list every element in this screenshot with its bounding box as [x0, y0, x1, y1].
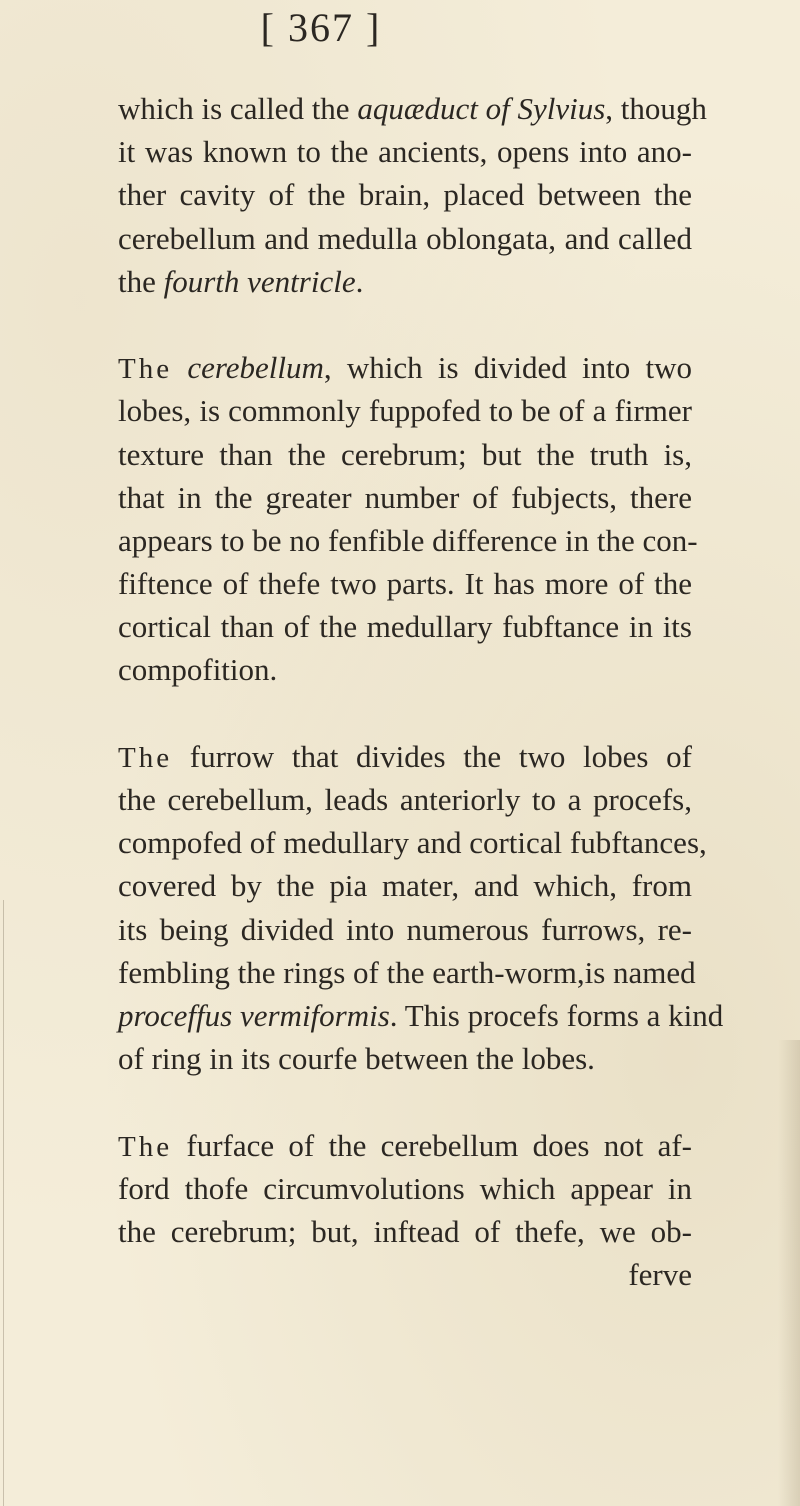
- text-line: [118, 519, 698, 562]
- text-line: [118, 217, 692, 260]
- text-line: [118, 433, 692, 476]
- paragraph-gap: [118, 692, 692, 735]
- text-line: [118, 130, 692, 173]
- text-line: [118, 605, 692, 648]
- text-line: [118, 864, 692, 907]
- italic-text: cerebellum: [187, 350, 324, 386]
- text-line: [118, 346, 692, 389]
- text-run: cortical than of the medullary fubftance in its: [118, 609, 692, 645]
- italic-text: aquæduct of Sylvius: [357, 91, 606, 126]
- text-line: [118, 994, 724, 1037]
- paragraph: [118, 735, 724, 1081]
- small-caps-text: The: [118, 1130, 173, 1163]
- text-run: furface of the cerebellum does not af-: [172, 1127, 692, 1163]
- body-text: [118, 87, 724, 1296]
- text-line: [118, 1037, 692, 1080]
- text-run: cerebellum and medulla oblongata, and called: [118, 220, 692, 256]
- text-line: [118, 821, 707, 864]
- text-run: fiftence of thefe two parts. It has more of the: [118, 566, 692, 602]
- text-line: [118, 1124, 692, 1167]
- text-run: fembling the rings of the earth-worm,is named: [118, 954, 696, 990]
- text-run: ford thofe circumvolutions which appear in: [118, 1170, 692, 1206]
- paragraph-gap: [118, 1080, 692, 1123]
- text-line: [118, 173, 692, 216]
- text-run: , though: [605, 91, 707, 126]
- text-line: [118, 648, 692, 691]
- paragraph-gap: [118, 303, 692, 346]
- paragraph: [118, 346, 698, 692]
- paragraph: [118, 1124, 692, 1254]
- text-run: [172, 350, 187, 385]
- text-line: [118, 1210, 692, 1253]
- text-line: [118, 476, 692, 519]
- text-line: [118, 562, 692, 605]
- italic-text: proceffus vermiformis: [118, 997, 390, 1033]
- text-run: it was known to the ancients, opens into ano-: [118, 134, 692, 170]
- text-run: its being divided into numerous furrows, re-: [118, 911, 692, 947]
- page-number: [0, 4, 800, 51]
- text-line: [118, 951, 696, 994]
- text-run: the: [118, 263, 164, 299]
- text-run: lobes, is commonly fuppofed to be of a firmer: [118, 393, 692, 429]
- text-run: furrow that divides the two lobes of: [172, 738, 692, 774]
- text-run: . This procefs forms a kind: [389, 997, 724, 1033]
- text-run: ther cavity of the brain, placed between the: [118, 177, 692, 213]
- text-line: [118, 735, 692, 778]
- text-run: of ring in its courfe between the lobes.: [118, 1041, 595, 1077]
- text-run: compofed of medullary and cortical fubftances,: [118, 825, 707, 861]
- catchword: ferve: [628, 1257, 692, 1293]
- text-run: , which is divided into two: [323, 350, 693, 386]
- text-line: [118, 908, 692, 951]
- text-run: that in the greater number of fubjects, there: [118, 479, 692, 515]
- text-run: which is called the: [118, 91, 358, 126]
- page-number-text: [ 367 ]: [260, 5, 382, 50]
- text-run: the cerebellum, leads anteriorly to a procefs,: [118, 782, 692, 817]
- text-line: [118, 389, 692, 432]
- italic-text: fourth ventricle: [163, 263, 356, 299]
- text-run: compofition.: [118, 652, 278, 688]
- text-line: [118, 87, 707, 130]
- text-line: [118, 260, 692, 303]
- text-line: [118, 778, 692, 821]
- page-edge-shadow: [778, 1040, 800, 1506]
- gutter-line: [3, 900, 4, 1506]
- small-caps-text: The: [118, 741, 173, 774]
- text-run: the cerebrum; but, inftead of thefe, we ob-: [118, 1213, 692, 1249]
- paragraph: [118, 87, 707, 303]
- text-run: .: [355, 263, 364, 299]
- small-caps-text: The: [118, 353, 173, 386]
- text-run: appears to be no fenfible difference in the con-: [118, 522, 698, 558]
- text-line: [118, 1167, 692, 1210]
- text-run: covered by the pia mater, and which, from: [118, 868, 692, 904]
- text-run: texture than the cerebrum; but the truth is,: [118, 436, 692, 472]
